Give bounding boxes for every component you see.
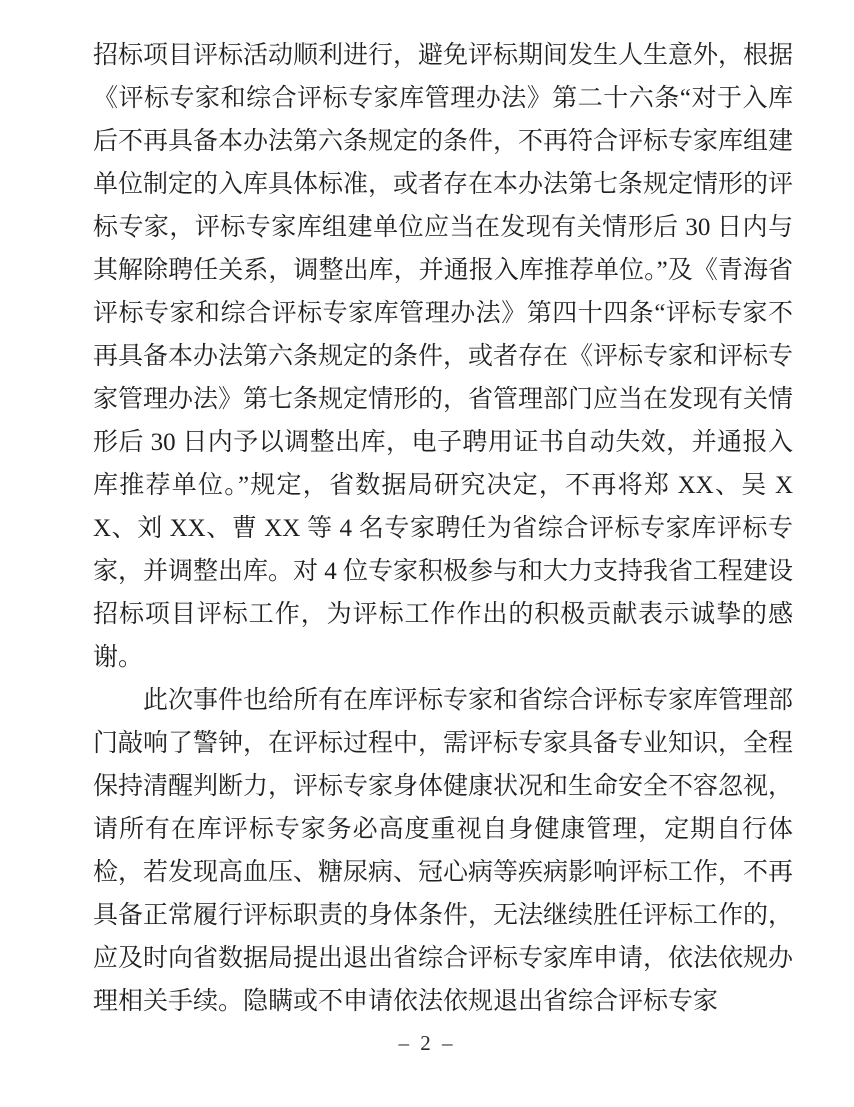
paragraph-continuation: 招标项目评标活动顺利进行，避免评标期间发生人生意外，根据《评标专家和综合评标专家库管理办法》第二十六条“对于入库后不再具备本办法第六条规定的条件，不再符合评标专家库组建单位制定的入库具体标准，或者存在本办法第七条规定情形的评标专家，评标专家库组建单位应当在发现有关情形后 30 日内与其解除聘任关系，调整出库，并通报入库推荐单位。”及《青海省评标专家和综合评标专家库管理办法》第四十四条“评标专家不再具备本办法第六条规定的条件，或者存在《评标专家和评标专家管理办法》第七条规定情形的，省管理部门应当在发现有关情形后 30 日内予以调整出库，电子聘用证书自动失效，并通报入库推荐单位。”规定，省数据局研究决定，不再将郑 XX、吴 XX、刘 XX、曹 XX 等 4 名专家聘任为省综合评标专家库评标专家，并调整出库。对 4 位专家积极参与和大力支持我省工程建设招标项目评标工作，为评标工作作出的积极贡献表示诚挚的感谢。 bbox=[93, 42, 794, 671]
document-body bbox=[93, 34, 793, 1023]
page-footer bbox=[0, 1031, 854, 1063]
page-number: – 2 – bbox=[398, 1031, 456, 1055]
paragraph-second: 此次事件也给所有在库评标专家和省综合评标专家库管理部门敲响了警钟，在评标过程中，需评标专家具备专业知识，全程保持清醒判断力，评标专家身体健康状况和生命安全不容忽视，请所有在库评标专家务必高度重视自身健康管理，定期自行体检，若发现高血压、糖尿病、冠心病等疾病影响评标工作，不再具备正常履行评标职责的身体条件，无法继续胜任评标工作的，应及时向省数据局提出退出省综合评标专家库申请，依法依规办理相关手续。隐瞒或不申请依法依规退出省综合评标专家 bbox=[93, 687, 794, 1015]
